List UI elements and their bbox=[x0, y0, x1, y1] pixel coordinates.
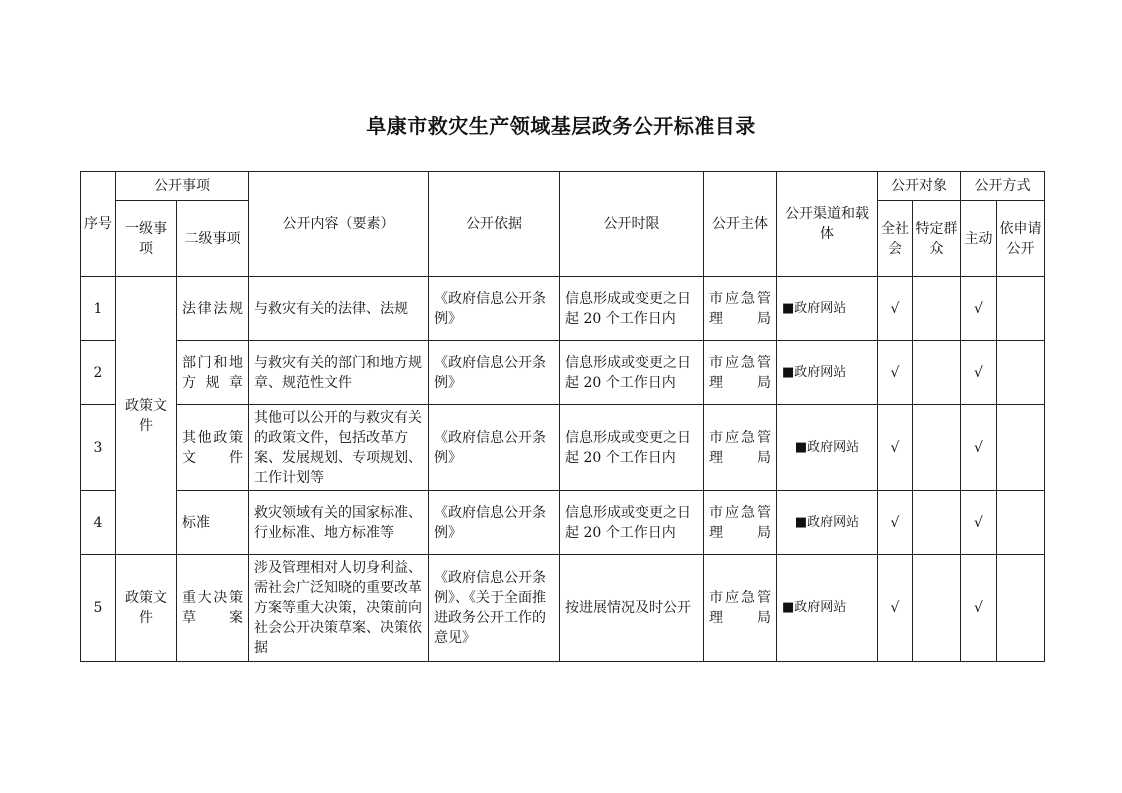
row-specific-group-check bbox=[913, 555, 961, 662]
row-content: 其他可以公开的与救灾有关的政策文件，包括改革方案、发展规划、专项规划、工作计划等 bbox=[249, 405, 429, 491]
row-all-society-check: √ bbox=[878, 491, 913, 555]
row-all-society-check: √ bbox=[878, 341, 913, 405]
row-basis: 《政府信息公开条例》 bbox=[429, 405, 560, 491]
row-channel: ■政府网站 bbox=[777, 277, 878, 341]
row-active-check: √ bbox=[961, 277, 997, 341]
row-content: 涉及管理相对人切身利益、需社会广泛知晓的重要改革方案等重大决策，决策前向社会公开决策草案、决策依据 bbox=[249, 555, 429, 662]
header-basis: 公开依据 bbox=[429, 172, 560, 277]
row-on-request-check bbox=[997, 405, 1045, 491]
table-row bbox=[81, 491, 1045, 555]
header-specific-group: 特定群众 bbox=[913, 201, 961, 277]
row-subject: 市应急管理局 bbox=[704, 341, 777, 405]
row-level1: 政策文件 bbox=[116, 555, 177, 662]
row-all-society-check: √ bbox=[878, 405, 913, 491]
row-time-limit: 信息形成或变更之日起 20 个工作日内 bbox=[560, 277, 704, 341]
row-all-society-check: √ bbox=[878, 555, 913, 662]
header-target-group: 公开对象 bbox=[878, 172, 961, 201]
row-active-check: √ bbox=[961, 405, 997, 491]
header-seq: 序号 bbox=[81, 172, 116, 277]
disclosure-standard-table bbox=[80, 171, 1045, 662]
row-level2: 部门和地方规章 bbox=[177, 341, 249, 405]
row-subject: 市应急管理局 bbox=[704, 491, 777, 555]
row-basis: 《政府信息公开条例》、《关于全面推进政务公开工作的意见》 bbox=[429, 555, 560, 662]
table-row bbox=[81, 555, 1045, 662]
row-time-limit: 信息形成或变更之日起 20 个工作日内 bbox=[560, 491, 704, 555]
row-basis: 《政府信息公开条例》 bbox=[429, 491, 560, 555]
document-title: 阜康市救灾生产领域基层政务公开标准目录 bbox=[366, 114, 756, 138]
row-channel: ■政府网站 bbox=[777, 555, 878, 662]
row-seq: 3 bbox=[81, 405, 116, 491]
header-content: 公开内容（要素） bbox=[249, 172, 429, 277]
header-time-limit: 公开时限 bbox=[560, 172, 704, 277]
row-specific-group-check bbox=[913, 405, 961, 491]
row-seq: 2 bbox=[81, 341, 116, 405]
row-level2: 其他政策文件 bbox=[177, 405, 249, 491]
header-method-group: 公开方式 bbox=[961, 172, 1045, 201]
header-subject: 公开主体 bbox=[704, 172, 777, 277]
row-level2: 法律法规 bbox=[177, 277, 249, 341]
header-row-1 bbox=[81, 172, 1045, 201]
row-all-society-check: √ bbox=[878, 277, 913, 341]
table-row bbox=[81, 405, 1045, 491]
row-specific-group-check bbox=[913, 341, 961, 405]
header-on-request: 依申请公开 bbox=[997, 201, 1045, 277]
row-active-check: √ bbox=[961, 555, 997, 662]
row-channel: ■政府网站 bbox=[777, 491, 878, 555]
row-subject: 市应急管理局 bbox=[704, 277, 777, 341]
row-content: 与救灾有关的法律、法规 bbox=[249, 277, 429, 341]
row-seq: 5 bbox=[81, 555, 116, 662]
row-basis: 《政府信息公开条例》 bbox=[429, 341, 560, 405]
row-basis: 《政府信息公开条例》 bbox=[429, 277, 560, 341]
row-content: 与救灾有关的部门和地方规章、规范性文件 bbox=[249, 341, 429, 405]
table-row bbox=[81, 341, 1045, 405]
row-level2: 标准 bbox=[177, 491, 249, 555]
row-channel: ■政府网站 bbox=[777, 341, 878, 405]
row-on-request-check bbox=[997, 277, 1045, 341]
row-level1: 政策文件 bbox=[116, 277, 177, 555]
row-level2: 重大决策草案 bbox=[177, 555, 249, 662]
row-content: 救灾领域有关的国家标准、行业标准、地方标准等 bbox=[249, 491, 429, 555]
row-on-request-check bbox=[997, 341, 1045, 405]
header-item-group: 公开事项 bbox=[116, 172, 249, 201]
row-time-limit: 信息形成或变更之日起 20 个工作日内 bbox=[560, 341, 704, 405]
header-level1: 一级事项 bbox=[116, 201, 177, 277]
row-specific-group-check bbox=[913, 491, 961, 555]
row-subject: 市应急管理局 bbox=[704, 405, 777, 491]
row-seq: 1 bbox=[81, 277, 116, 341]
row-channel: ■政府网站 bbox=[777, 405, 878, 491]
header-active: 主动 bbox=[961, 201, 997, 277]
row-active-check: √ bbox=[961, 341, 997, 405]
row-time-limit: 按进展情况及时公开 bbox=[560, 555, 704, 662]
table-row bbox=[81, 277, 1045, 341]
row-specific-group-check bbox=[913, 277, 961, 341]
row-time-limit: 信息形成或变更之日起 20 个工作日内 bbox=[560, 405, 704, 491]
header-channel: 公开渠道和载体 bbox=[777, 172, 878, 277]
row-subject: 市应急管理局 bbox=[704, 555, 777, 662]
row-active-check: √ bbox=[961, 491, 997, 555]
row-on-request-check bbox=[997, 491, 1045, 555]
header-all-society: 全社会 bbox=[878, 201, 913, 277]
row-seq: 4 bbox=[81, 491, 116, 555]
header-level2: 二级事项 bbox=[177, 201, 249, 277]
row-on-request-check bbox=[997, 555, 1045, 662]
